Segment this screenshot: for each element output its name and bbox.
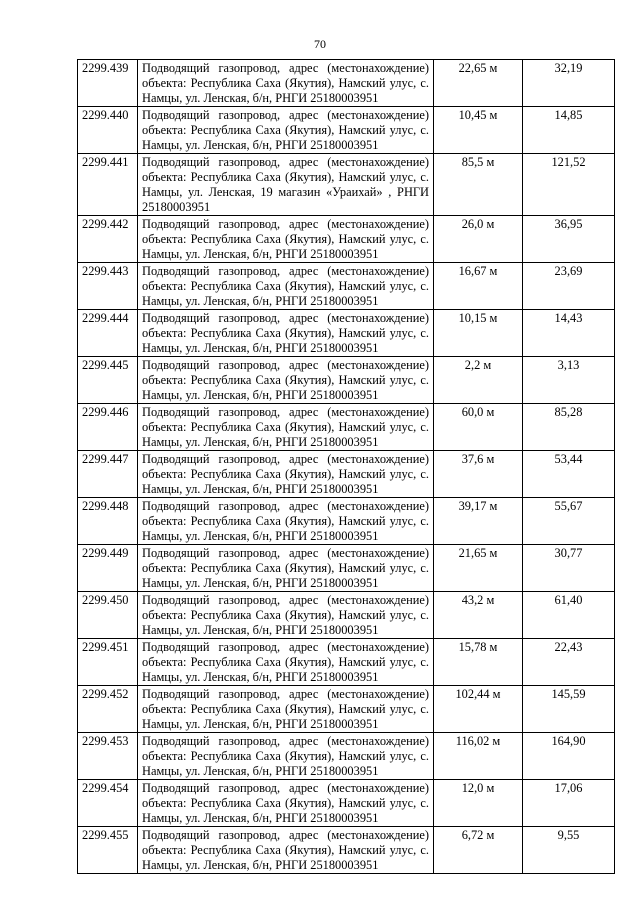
registry-number-cell: 2299.441 bbox=[78, 154, 138, 216]
table-row bbox=[78, 827, 615, 874]
object-description-cell: Подводящий газопровод, адрес (местонахождение) объекта: Республика Саха (Якутия), Намский улус, с. Намцы, ул. Ленская, б/н, РНГИ 25180003951 bbox=[138, 686, 434, 733]
registry-number-cell: 2299.455 bbox=[78, 827, 138, 874]
registry-number-cell: 2299.454 bbox=[78, 780, 138, 827]
table-row bbox=[78, 545, 615, 592]
length-cell: 26,0 м bbox=[434, 216, 523, 263]
object-description-cell: Подводящий газопровод, адрес (местонахождение) объекта: Республика Саха (Якутия), Намский улус, с. Намцы, ул. Ленская, б/н, РНГИ 25180003951 bbox=[138, 216, 434, 263]
value-cell: 30,77 bbox=[523, 545, 615, 592]
value-cell: 17,06 bbox=[523, 780, 615, 827]
object-description-cell: Подводящий газопровод, адрес (местонахождение) объекта: Республика Саха (Якутия), Намский улус, с. Намцы, ул. Ленская, б/н, РНГИ 25180003951 bbox=[138, 592, 434, 639]
table-row bbox=[78, 60, 615, 107]
registry-number-cell: 2299.440 bbox=[78, 107, 138, 154]
value-cell: 55,67 bbox=[523, 498, 615, 545]
registry-table-body bbox=[78, 60, 615, 874]
table-row bbox=[78, 451, 615, 498]
registry-number-cell: 2299.451 bbox=[78, 639, 138, 686]
table-row bbox=[78, 263, 615, 310]
object-description-cell: Подводящий газопровод, адрес (местонахождение) объекта: Республика Саха (Якутия), Намский улус, с. Намцы, ул. Ленская, б/н, РНГИ 25180003951 bbox=[138, 545, 434, 592]
registry-number-cell: 2299.442 bbox=[78, 216, 138, 263]
length-cell: 21,65 м bbox=[434, 545, 523, 592]
value-cell: 9,55 bbox=[523, 827, 615, 874]
value-cell: 53,44 bbox=[523, 451, 615, 498]
registry-number-cell: 2299.453 bbox=[78, 733, 138, 780]
value-cell: 85,28 bbox=[523, 404, 615, 451]
length-cell: 12,0 м bbox=[434, 780, 523, 827]
object-description-cell: Подводящий газопровод, адрес (местонахождение) объекта: Республика Саха (Якутия), Намский улус, с. Намцы, ул. Ленская, б/н, РНГИ 25180003951 bbox=[138, 263, 434, 310]
length-cell: 116,02 м bbox=[434, 733, 523, 780]
object-description-cell: Подводящий газопровод, адрес (местонахождение) объекта: Республика Саха (Якутия), Намский улус, с. Намцы, ул. Ленская, б/н, РНГИ 25180003951 bbox=[138, 404, 434, 451]
registry-number-cell: 2299.446 bbox=[78, 404, 138, 451]
table-row bbox=[78, 310, 615, 357]
value-cell: 3,13 bbox=[523, 357, 615, 404]
registry-number-cell: 2299.450 bbox=[78, 592, 138, 639]
table-row bbox=[78, 592, 615, 639]
length-cell: 39,17 м bbox=[434, 498, 523, 545]
value-cell: 61,40 bbox=[523, 592, 615, 639]
length-cell: 102,44 м bbox=[434, 686, 523, 733]
object-description-cell: Подводящий газопровод, адрес (местонахождение) объекта: Республика Саха (Якутия), Намский улус, с. Намцы, ул. Ленская, б/н, РНГИ 25180003951 bbox=[138, 107, 434, 154]
object-description-cell: Подводящий газопровод, адрес (местонахождение) объекта: Республика Саха (Якутия), Намский улус, с. Намцы, ул. Ленская, б/н, РНГИ 25180003951 bbox=[138, 733, 434, 780]
table-row bbox=[78, 686, 615, 733]
length-cell: 16,67 м bbox=[434, 263, 523, 310]
table-row bbox=[78, 639, 615, 686]
table-row bbox=[78, 404, 615, 451]
length-cell: 37,6 м bbox=[434, 451, 523, 498]
table-row bbox=[78, 733, 615, 780]
object-description-cell: Подводящий газопровод, адрес (местонахождение) объекта: Республика Саха (Якутия), Намский улус, с. Намцы, ул. Ленская, б/н, РНГИ 25180003951 bbox=[138, 827, 434, 874]
value-cell: 36,95 bbox=[523, 216, 615, 263]
value-cell: 164,90 bbox=[523, 733, 615, 780]
length-cell: 10,45 м bbox=[434, 107, 523, 154]
table-row bbox=[78, 154, 615, 216]
object-description-cell: Подводящий газопровод, адрес (местонахождение) объекта: Республика Саха (Якутия), Намский улус, с. Намцы, ул. Ленская, б/н, РНГИ 25180003951 bbox=[138, 639, 434, 686]
registry-number-cell: 2299.439 bbox=[78, 60, 138, 107]
value-cell: 121,52 bbox=[523, 154, 615, 216]
length-cell: 85,5 м bbox=[434, 154, 523, 216]
length-cell: 15,78 м bbox=[434, 639, 523, 686]
table-row bbox=[78, 357, 615, 404]
value-cell: 14,85 bbox=[523, 107, 615, 154]
object-description-cell: Подводящий газопровод, адрес (местонахождение) объекта: Республика Саха (Якутия), Намский улус, с. Намцы, ул. Ленская, б/н, РНГИ 25180003951 bbox=[138, 780, 434, 827]
object-description-cell: Подводящий газопровод, адрес (местонахождение) объекта: Республика Саха (Якутия), Намский улус, с. Намцы, ул. Ленская, б/н, РНГИ 25180003951 bbox=[138, 310, 434, 357]
length-cell: 10,15 м bbox=[434, 310, 523, 357]
length-cell: 6,72 м bbox=[434, 827, 523, 874]
page-number: 70 bbox=[314, 37, 326, 51]
object-description-cell: Подводящий газопровод, адрес (местонахождение) объекта: Республика Саха (Якутия), Намский улус, с. Намцы, ул. Ленская, б/н, РНГИ 25180003951 bbox=[138, 357, 434, 404]
length-cell: 2,2 м bbox=[434, 357, 523, 404]
table-row bbox=[78, 216, 615, 263]
value-cell: 23,69 bbox=[523, 263, 615, 310]
object-description-cell: Подводящий газопровод, адрес (местонахождение) объекта: Республика Саха (Якутия), Намский улус, с. Намцы, ул. Ленская, 19 магазин «Ураихай» , РНГИ 25180003951 bbox=[138, 154, 434, 216]
value-cell: 145,59 bbox=[523, 686, 615, 733]
value-cell: 22,43 bbox=[523, 639, 615, 686]
property-registry-table bbox=[77, 59, 615, 874]
registry-number-cell: 2299.443 bbox=[78, 263, 138, 310]
object-description-cell: Подводящий газопровод, адрес (местонахождение) объекта: Республика Саха (Якутия), Намский улус, с. Намцы, ул. Ленская, б/н, РНГИ 25180003951 bbox=[138, 451, 434, 498]
registry-number-cell: 2299.448 bbox=[78, 498, 138, 545]
registry-number-cell: 2299.447 bbox=[78, 451, 138, 498]
table-row bbox=[78, 780, 615, 827]
table-row bbox=[78, 107, 615, 154]
length-cell: 43,2 м bbox=[434, 592, 523, 639]
registry-number-cell: 2299.445 bbox=[78, 357, 138, 404]
object-description-cell: Подводящий газопровод, адрес (местонахождение) объекта: Республика Саха (Якутия), Намский улус, с. Намцы, ул. Ленская, б/н, РНГИ 25180003951 bbox=[138, 60, 434, 107]
length-cell: 22,65 м bbox=[434, 60, 523, 107]
length-cell: 60,0 м bbox=[434, 404, 523, 451]
table-row bbox=[78, 498, 615, 545]
registry-number-cell: 2299.449 bbox=[78, 545, 138, 592]
registry-number-cell: 2299.444 bbox=[78, 310, 138, 357]
value-cell: 14,43 bbox=[523, 310, 615, 357]
registry-number-cell: 2299.452 bbox=[78, 686, 138, 733]
value-cell: 32,19 bbox=[523, 60, 615, 107]
object-description-cell: Подводящий газопровод, адрес (местонахождение) объекта: Республика Саха (Якутия), Намский улус, с. Намцы, ул. Ленская, б/н, РНГИ 25180003951 bbox=[138, 498, 434, 545]
